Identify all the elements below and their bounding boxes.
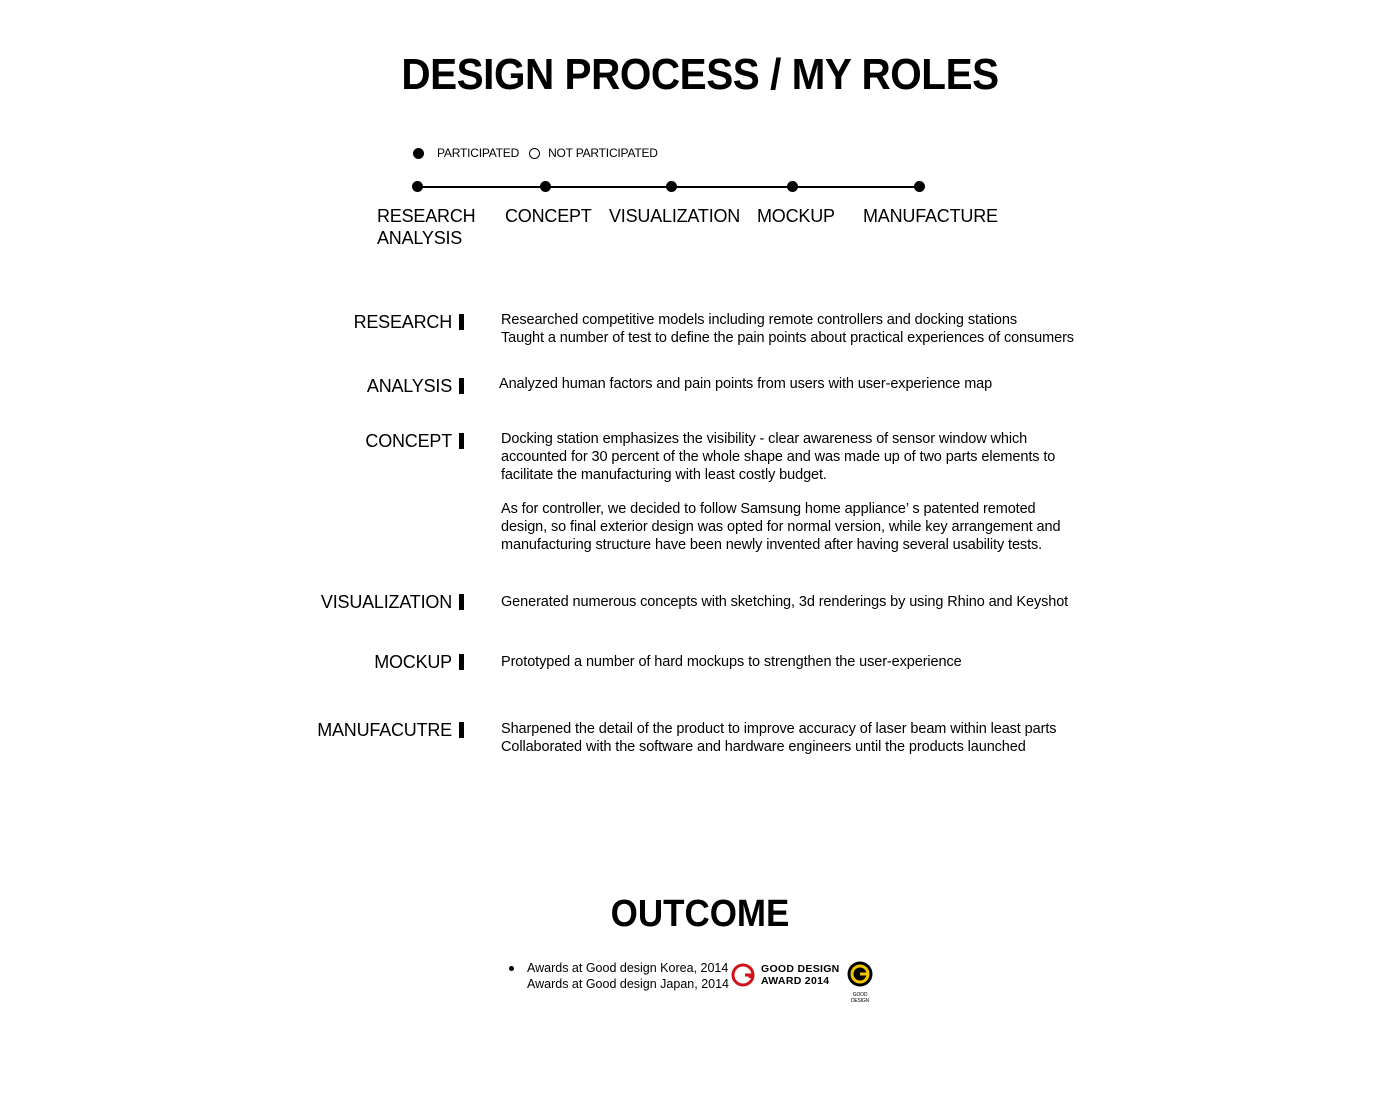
role-label-manufacture: MANUFACUTRE (317, 720, 452, 740)
role-bar-visualization (459, 594, 464, 610)
award-item: Awards at Good design Japan, 2014 (527, 976, 729, 991)
timeline-node-manufacture (914, 181, 925, 192)
not-participated-dot-icon (529, 148, 540, 159)
role-line: Researched competitive models including remote controllers and docking stations (501, 312, 1017, 328)
role-line: Collaborated with the software and hardware engineers until the products launched (501, 739, 1026, 755)
good-design-award-text (761, 963, 840, 987)
gd-korea-line1: GOOD DESIGN (761, 963, 840, 975)
role-text-analysis (499, 375, 1099, 393)
good-design-award-logo (731, 963, 840, 987)
g-mark-caption: GOOD DESIGN (851, 992, 869, 1004)
outcome-title: OUTCOME (610, 893, 790, 935)
role-line: design, so final exterior design was opted for normal version, while key arrangement and (501, 519, 1061, 535)
timeline-node-mockup (787, 181, 798, 192)
role-label-mockup: MOCKUP (374, 652, 452, 672)
timeline-label-visualization: VISUALIZATION (609, 206, 741, 226)
role-line: Prototyped a number of hard mockups to strengthen the user-experience (501, 654, 962, 670)
role-bar-research (459, 314, 464, 330)
role-label-concept: CONCEPT (365, 431, 452, 451)
legend-participated: PARTICIPATED (437, 146, 520, 160)
role-line: As for controller, we decided to follow Samsung home appliance’ s patented remoted (501, 501, 1036, 517)
page-title: DESIGN PROCESS / MY ROLES (401, 50, 999, 99)
role-label-research: RESEARCH (353, 312, 452, 332)
role-line: Generated numerous concepts with sketching, 3d renderings by using Rhino and Keyshot (501, 594, 1069, 610)
role-bar-concept (459, 433, 464, 449)
role-line: Docking station emphasizes the visibility - clear awareness of sensor window which (501, 431, 1028, 447)
role-line: facilitate the manufacturing with least costly budget. (501, 467, 827, 483)
legend-not-participated: NOT PARTICIPATED (548, 146, 658, 160)
gd-korea-line2: AWARD 2014 (761, 975, 830, 987)
role-line: Analyzed human factors and pain points from users with user-experience map (499, 376, 993, 392)
role-text-visualization (501, 593, 1101, 611)
timeline-label-concept: CONCEPT (505, 206, 592, 226)
role-line: Taught a number of test to define the pain points about practical experiences of consumers (501, 330, 1074, 346)
role-label-visualization: VISUALIZATION (320, 592, 452, 612)
award-item: Awards at Good design Korea, 2014 (527, 961, 729, 975)
awards-list (527, 961, 729, 992)
good-design-japan-logo (845, 961, 875, 1004)
timeline-label-manufacture: MANUFACTURE (863, 206, 998, 226)
role-label-analysis: ANALYSIS (366, 376, 452, 396)
role-text-research (501, 311, 1101, 347)
legend (413, 145, 658, 161)
timeline-node-concept (540, 181, 551, 192)
timeline-label-mockup: MOCKUP (757, 206, 835, 226)
timeline-node-visualization (666, 181, 677, 192)
g-mark-icon (846, 961, 874, 987)
role-line: Sharpened the detail of the product to improve accuracy of laser beam within least parts (501, 721, 1057, 737)
role-text-concept (501, 430, 1101, 554)
timeline-node-research-analysis (412, 181, 423, 192)
bullet-icon (509, 966, 514, 971)
timeline-label-research-analysis: RESEARCH ANALYSIS (377, 206, 476, 248)
role-text-manufacture (501, 720, 1101, 756)
role-bar-manufacture (459, 722, 464, 738)
good-design-g-icon (731, 963, 755, 987)
role-line: manufacturing structure have been newly invented after having several usability tests. (501, 537, 1043, 553)
role-bar-analysis (459, 378, 464, 394)
role-bar-mockup (459, 654, 464, 670)
role-line: accounted for 30 percent of the whole shape and was made up of two parts elements to (501, 449, 1056, 465)
participated-dot-icon (413, 148, 424, 159)
role-text-mockup (501, 653, 1101, 671)
